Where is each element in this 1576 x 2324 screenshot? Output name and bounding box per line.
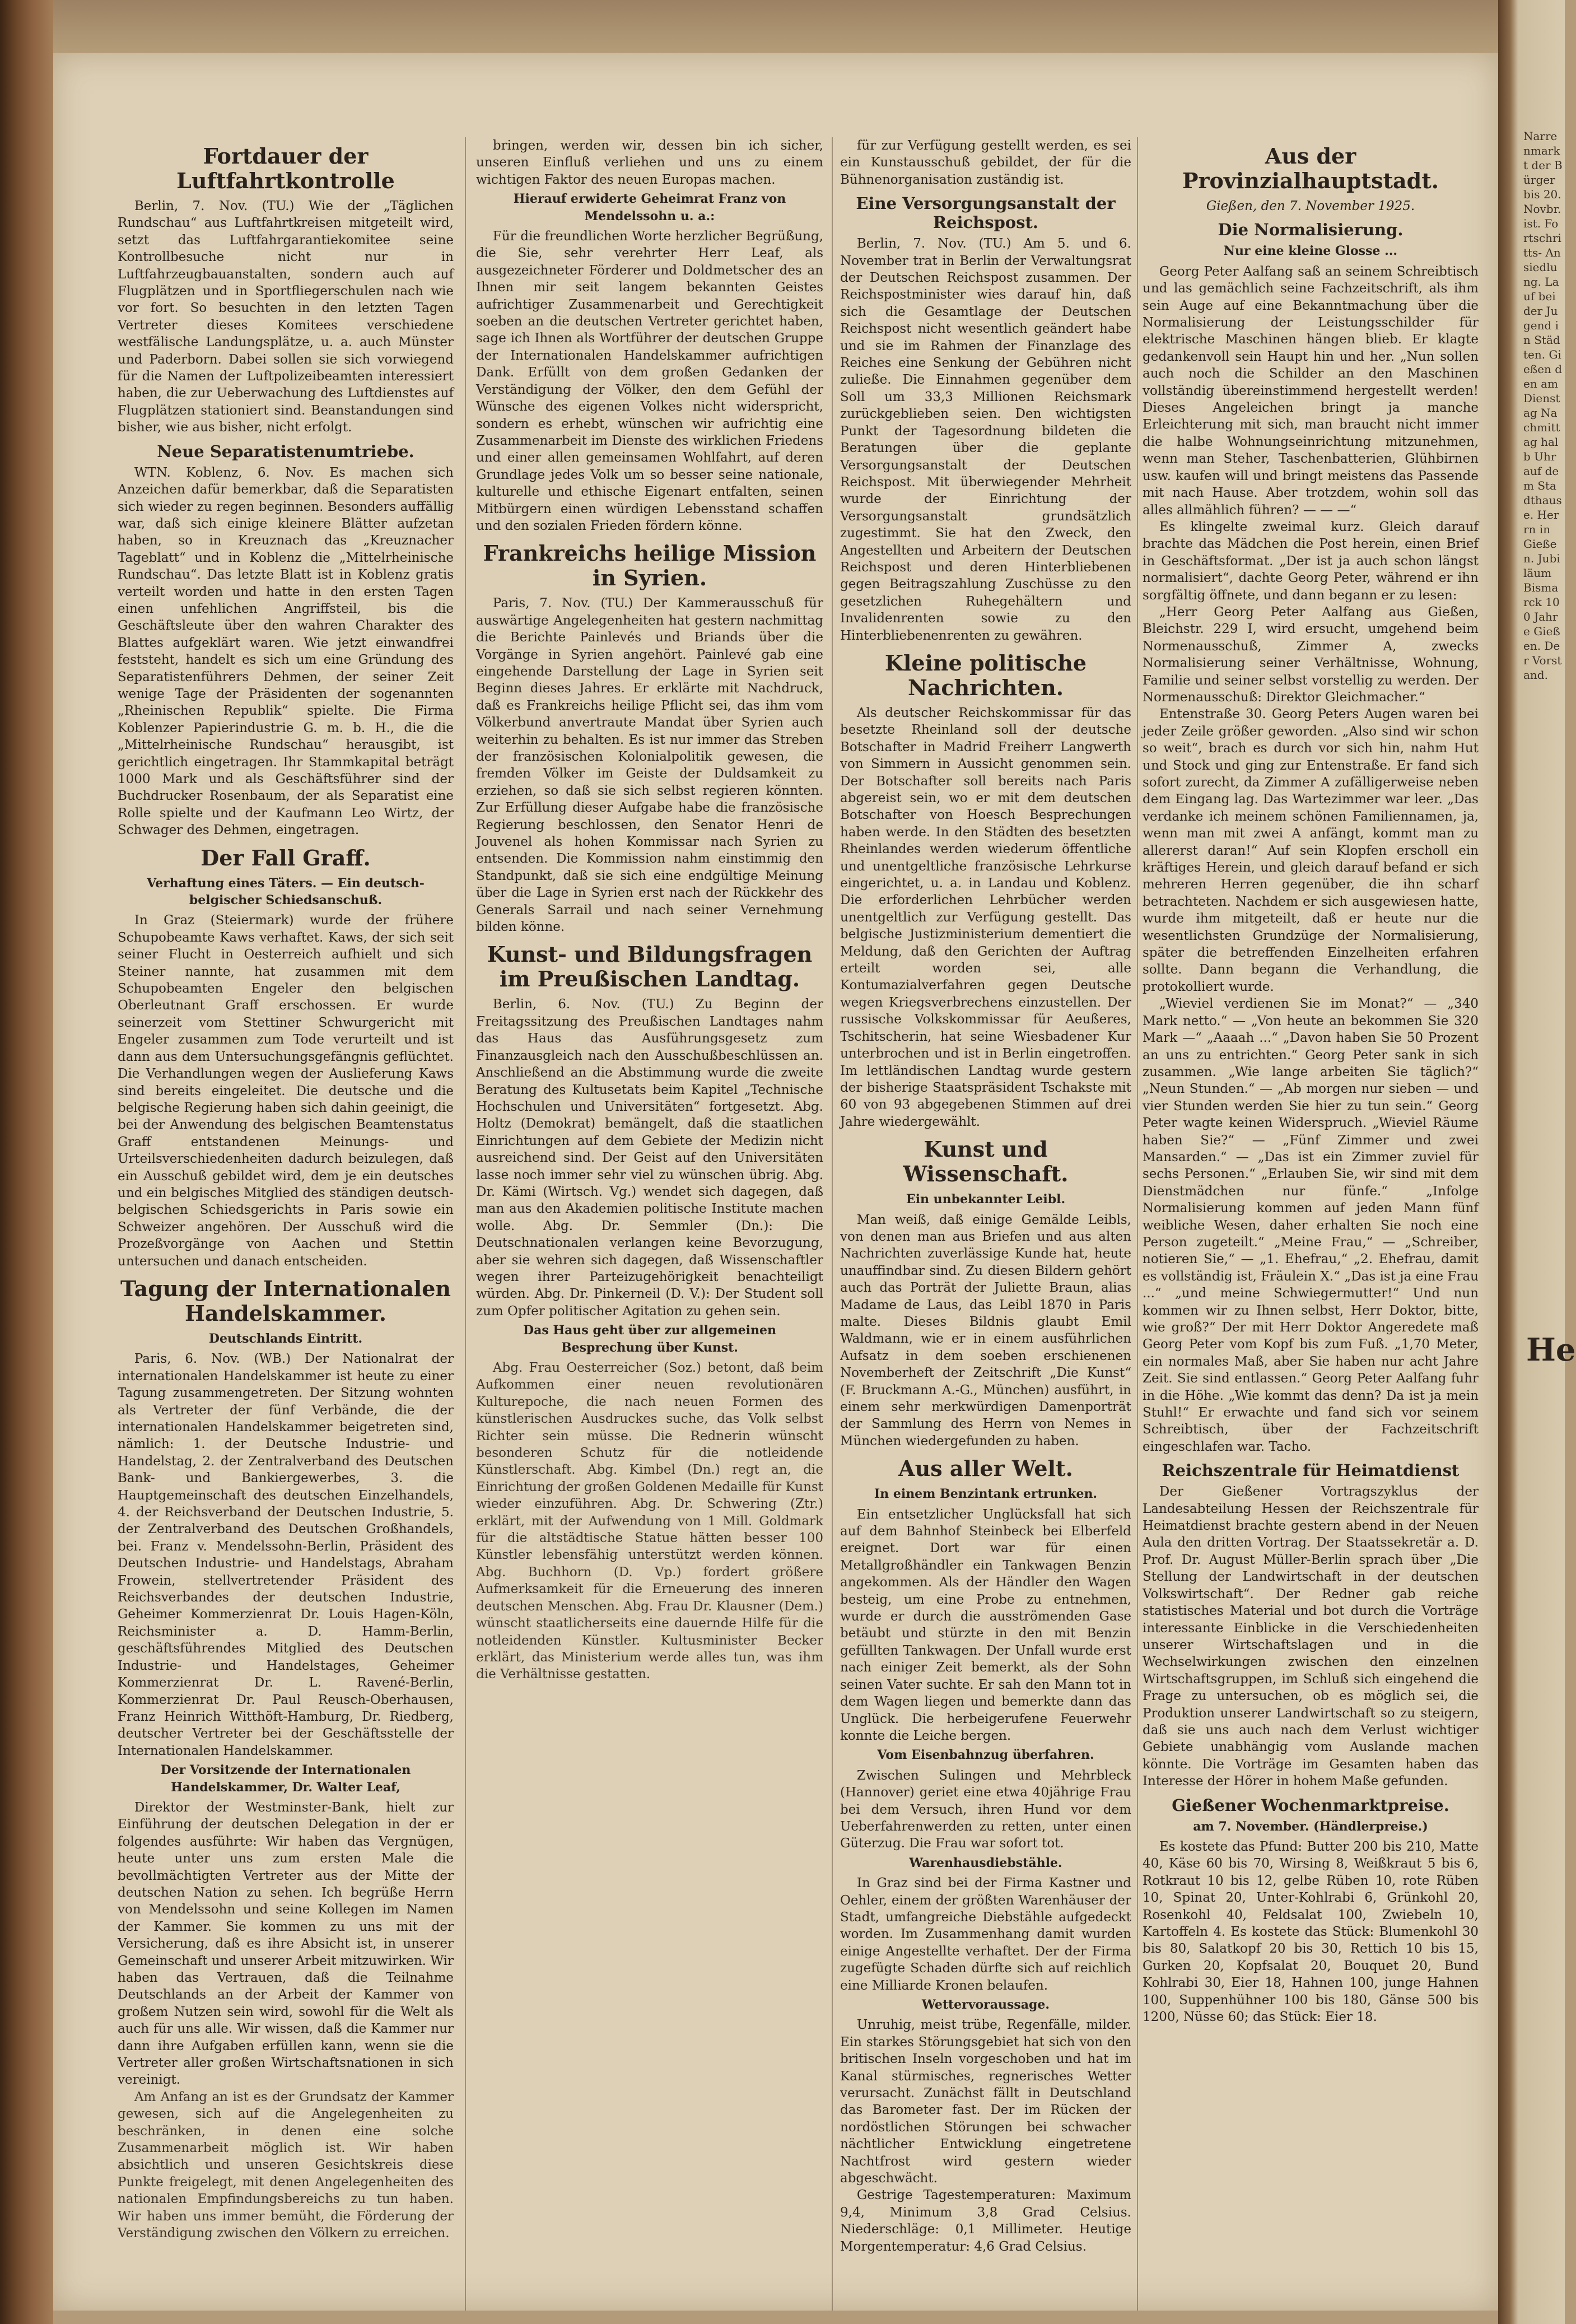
headline-kunst-wissenschaft: Kunst und Wissenschaft. [903, 1137, 1069, 1187]
article-kunst-besprechung: Abg. Frau Oesterreicher (Soz.) betont, daß beim Aufkommen einer neuen revolutionären Kulturepoche, die nach neuen Formen des künstlerischen Ausdruckes suche, das Volk selbst Richter sein müsse. Die Rednerin wünscht besonderen Schutz für die notleidende Künstlerschaft. Abg. Kimbel (Dn.) regt an, die Einrichtung der großen Goldenen Medaille für Kunst wieder einzuführen. Abg. Dr. Schwering (Ztr.) erklärt, mit der Aufwendung von 1 Mill. Goldmark für die altstädtische Statue hätten besser 100 Künstler lebensfähig unterstützt werden können. Abg. Buchhorn (D. Vp.) fordert größere Aufmerksamkeit für die Erneuerung des inneren deutschen Menschen. Abg. Frau Dr. Klausner (Dem.) wünscht staatlicherseits eine dauernde Hilfe für die notleidenden Künstler. Kultusminister Becker erklärt, das Ministerium werde alles tun, was ihm die Verhältnisse gestatten. [476, 1361, 823, 1682]
subheadline-wetter: Wettervoraussage. [921, 1997, 1050, 2012]
headline-heimatdienst: Reichszentrale für Heimatdienst [1162, 1461, 1460, 1480]
subheadline-wochenmarkt: am 7. November. (Händlerpreise.) [1193, 1819, 1428, 1834]
column-rule [832, 137, 833, 2311]
article-leaf: Direktor der Westminster-Bank, hielt zur Einführung der deutschen Delegation in der er folgendes ausführte: Wir haben das Vergnügen, heute unter uns zum ersten Male die bevollmächtigten Vertreter aus der Mitte der deutschen Nation zu sehen. Ich begrüße Herrn von Mendelssohn und seine Kollegen im Namen der Kammer. Sie kommen zu uns mit der Versicherung, daß es ihre Absicht ist, in unserer Gemeinschaft und unserer Arbeit mitzuwirken. Wir haben das Vertrauen, daß die Teilnahme Deutschlands an der Arbeit der Kammer von großem Nutzen sein wird, sowohl für die Welt als auch für uns alle. Wir wissen, daß die Kammer nur dann ihre Aufgaben erfüllen kann, wenn sie die Vertreter aller großen Wirtschaftsnationen in sich vereinigt. [118, 1800, 454, 2088]
article-normalisierung-2: Es klingelte zweimal kurz. Gleich darauf brachte das Mädchen die Post herein, einen Brief in Geschäftsformat. „Der ist ja auch schon längst normalisiert“, dachte Georg Peter, während er ihn sorgfältig öffnete, und dann begann er zu lesen: [1143, 519, 1479, 603]
headline-handelskammer: Tagung der Internationalen Handelskammer. [120, 1275, 451, 1326]
column-1 [118, 137, 454, 2311]
column-rule [465, 137, 466, 2311]
subheadline-benzintank: In einem Benzintank ertrunken. [874, 1487, 1098, 1502]
article-syrien: Paris, 7. Nov. (TU.) Der Kammerausschuß für auswärtige Angelegenheiten hat gestern nachmittag die Berichte Painlevés und Briands über die Vorgänge in Syrien angehört. Painlevé gab eine eingehende Darstellung der Lage in Syrien seit Beginn dieses Jahres. Er erklärte mit Nachdruck, daß es Frankreichs heilige Pflicht sei, das ihm vom Völkerbund anvertraute Mandat über Syrien auch weiterhin zu behalten. Es ist nur immer das Streben der französischen Kolonialpolitik gewesen, die fremden Völker im Geiste der Duldsamkeit zu erziehen, so daß sie sich selbst regieren könnten. Zur Erfüllung dieser Aufgabe habe die französische Regierung beschlossen, den Senator Henri de Jouvenel als hohen Kommissar nach Syrien zu entsenden. Die Kommission nahm einstimmig den Standpunkt, daß sie sich eine endgültige Meinung über die Lage in Syrien erst nach der Rückkehr des Generals Sarrail und nach seiner Vernehmung bilden könne. [476, 596, 823, 935]
article-graff: In Graz (Steiermark) wurde der frühere Schupobeamte Kaws verhaftet. Kaws, der sich seit seiner Flucht in Oesterreich aufhielt und sich Steiner nannte, hat zusammen mit dem Schupobeamten Engeler den belgischen Oberleutnant Graff erschossen. Er wurde seinerzeit vom Stettiner Schwurgericht mit Engeler zusammen zum Tode verurteilt und ist dann aus dem Untersuchungsgefängnis geflüchtet. Die Verhandlungen wegen der Auslieferung Kaws sind bereits eingeleitet. Die deutsche und die belgische Regierung haben sich dahin geeinigt, die bei der Anwendung des belgischen Beamtenstatus Graff entstandenen Meinungs- und Urteilsverschiedenheiten dadurch beizulegen, daß ein Ausschuß gebildet wird, dem je ein deutsches und ein belgisches Mitglied des ständigen deutsch-belgischen Schiedsgerichts in Paris sowie ein Schweizer angehören. Der Ausschuß wird die Prozeßvorgänge von Aachen und Stettin untersuchen und danach entscheiden. [118, 913, 454, 1269]
subheadline-eisenbahn: Vom Eisenbahnzug überfahren. [877, 1748, 1094, 1763]
subheadline-glosse: Nur eine kleine Glosse ... [1223, 244, 1398, 259]
column-4 [1143, 137, 1479, 2311]
article-heimatdienst: Der Gießener Vortragszyklus der Landesabteilung Hessen der Reichszentrale für Heimatdienst brachte gestern abend in der Neuen Aula den dritten Vortrag. Der Staatssekretär a. D. Prof. Dr. August Müller-Berlin sprach über „Die Stellung der Landwirtschaft in der deutschen Volkswirtschaft“. Der Redner gab reiche statistisches Material und bot durch die Vorträge interessante Einblicke in die Verschiedenheiten unserer Wirtschaftslagen und in die Wechselwirkungen zwischen den einzelnen Wirtschaftsgruppen, im Schluß sich eingehend die Frage zu untersuchen, ob es möglich sei, die Produktion unserer Landwirtschaft so zu steigern, daß sie uns auch nach dem Verlust wichtiger Gebiete unabhängig vom Auslande machen könnte. Die Vorträge im Gesamten haben das Interesse der Hörer in hohem Maße gefunden. [1143, 1484, 1479, 1789]
headline-syrien: Frankreichs heilige Mission in Syrien. [483, 541, 817, 591]
article-warenhaus: In Graz sind bei der Firma Kastner und Oehler, einem der größten Warenhäuser der Stadt, umfangreiche Diebstähle aufgedeckt worden. Im Zusammenhang damit wurden einige Angestellte verhaftet. Der der Firma zugefügte Schaden dürfte sich auf reichlich eine Milliarde Kronen belaufen. [840, 1876, 1131, 1993]
headline-kleine-nachrichten: Kleine politische Nachrichten. [884, 650, 1087, 700]
headline-kunst-landtag: Kunst- und Bildungsfragen im Preußischen Landtag. [487, 942, 813, 992]
subheadline-handelskammer: Deutschlands Eintritt. [208, 1331, 363, 1346]
adjacent-page-text: Narrenmarkt der Bürger bis 20. Novbr. ist. Fortschritts- Ansiedlung. Lauf bei der Jugend in Städten. Gießen den am Dienstag Nachmittag halb Uhr auf dem Stadthause. Herrn in Gießen. Jubiläum Bismarck 100 Jahre Gießen. Der Vorstand. [1523, 129, 1563, 682]
subheadline-warenhaus: Warenhausdiebstähle. [909, 1855, 1062, 1870]
headline-normalisierung: Die Normalisierung. [1218, 220, 1404, 240]
headline-wochenmarkt: Gießener Wochenmarktpreise. [1172, 1795, 1449, 1815]
article-eisenbahn: Zwischen Sulingen und Mehrbleck (Hannover) geriet eine etwa 40jährige Frau bei dem Versuch, ihren Hund vor dem Ueberfahrenwerden zu retten, unter einen Güterzug. Die Frau war sofort tot. [840, 1768, 1131, 1851]
article-kunst-landtag: Berlin, 6. Nov. (TU.) Zu Beginn der Freitagssitzung des Preußischen Landtages nahm das Haus das Ausführungsgesetz zum Finanzausgleich nach den Ausschußbeschlüssen an. Anschließend an die Abstimmung wurde die zweite Beratung des Kultusetats beim Kapitel „Technische Hochschulen und Universitäten“ fortgesetzt. Abg. Holtz (Demokrat) bemängelt, daß die staatlichen Einrichtungen auf dem Gebiete der Medizin nicht ausreichend sind. Der Geist auf den Universitäten lasse noch immer sehr viel zu wünschen übrig. Abg. Dr. Kämi (Wirtsch. Vg.) wendet sich dagegen, daß man aus den Akademien politische Institute machen wolle. Abg. Dr. Semmler (Dn.): Die Deutschnationalen verlangen keine Bevorzugung, aber sie wehren sich dagegen, daß Wissenschaftler wegen ihrer Parteizugehörigkeit benachteiligt würden. Abg. Dr. Pinkerneil (D. V.): Der Student soll zum Opfer politischer Agitation zu gehen sein. [476, 997, 823, 1319]
column-2 [476, 137, 823, 2311]
book-binding [0, 0, 53, 2324]
article-leaf-continued: Am Anfang an ist es der Grundsatz der Kammer gewesen, sich auf die Angelegenheiten zu beschränken, in denen eine solche Zusammenarbeit möglich ist. Wir haben absichtlich und unseren Gesichtskreis diese Punkte freigelegt, mit denen Angelegenheiten des nationalen Empfindungsbereichs zu tun haben. Wir haben uns immer bemüht, die Förderung der Verständigung zwischen den Völkern zu erreichen. [118, 2089, 454, 2241]
article-kunst-end: für zur Verfügung gestellt werden, es sei ein Kunstausschuß gebildet, der für die Bühnenorganisation zuständig ist. [840, 138, 1131, 187]
article-normalisierung: Georg Peter Aalfang saß an seinem Schreibtisch und las gemächlich seine Fachzeitschrift, als ihm sein Auge auf eine Bekanntmachung über die Normalisierung der Leistungsschilder für elektrische Maschinen hängen blieb. Er klagte gedankenvoll sein Haupt hin und her. „Nun sollen auch noch die Schilder an den Maschinen vollständig übereinstimmend hergestellt werden! Dieses Angeleichen bringt ja manche Erleichterung mit sich, man braucht nicht immer die halbe Wohnungseinrichtung mitzunehmen, wenn man Steher, Taschenbatterien, Glühbirnen usw. kaufen will und bringt meistens das Passende mit nach Hause. Aber trotzdem, wohin soll das alles allmählich führen? — — —“ [1143, 264, 1479, 518]
article-normalisierung-3: Entenstraße 30. Georg Peters Augen waren bei jeder Zeile größer geworden. „Also sind wir schon so weit“, brach es durch vor sich hin, nahm Hut und Stock und ging zur Entenstraße. Er fand sich sofort zurecht, da Zimmer A zufälligerweise neben dem Eingang lag. Das Wartezimmer war leer. „Das verdanke ich meinem schönen Familiennamen, ja, wenn man mit zwei A anfängt, kommt man zu allererst daran!“ Auf sein Klopfen erscholl ein kräftiges Herein, und gleich darauf befand er sich mehreren Herren gegenüber, die ihn scharf betrachteten. Nachdem er sich ausgewiesen hatte, wurde ihm mitgeteilt, daß er heute nur die wesentlichsten Grundzüge der Normalisierung, später die betreffenden Einzelheiten erfahren sollte. Dann begann die Verhandlung, die protokolliert wurde. [1143, 707, 1479, 994]
article-normalisierung-letter: „Herr Georg Peter Aalfang aus Gießen, Bleichstr. 229 I, wird ersucht, umgehend beim Normenausschuß, Zimmer A, zwecks Normalisierung seiner Verhältnisse, Wohnung, Familie und seiner selbst vorstellig zu werden. Der Normenausschuß: Direktor Gleichmacher.“ [1143, 604, 1479, 705]
article-mendelssohn: Für die freundlichen Worte herzlicher Begrüßung, die Sie, sehr verehrter Herr Leaf, als ausgezeichneter Förderer und Doldmetscher des an Ihnen mir seit langem bekannten Geistes aufrichtiger Zusammenarbeit und Gerechtigkeit soeben an die deutschen Vertreter gerichtet haben, sage ich Ihnen als Wortführer der deutschen Gruppe der Internationalen Handelskammer aufrichtigen Dank. Erfüllt von dem großen Gedanken der Verständigung der Völker, den dem Gefühl der Wünsche des eigenen Volkes nicht widerspricht, sondern es erhebt, wünschen wir aufrichtig eine Zusammenarbeit im Dienste des wirklichen Friedens und einer allen gemeinsamen Wohlfahrt, auf deren Grundlage jedes Volk um so besser seine nationale, kulturelle und ethische Eigenart entfalten, seinen Mitbürgern einen würdigen Lebensstand schaffen und den sozialen Frieden fördern könne. [476, 229, 823, 533]
article-leibl: Man weiß, daß einige Gemälde Leibls, von denen man aus Briefen und aus alten Nachrichten zuverlässige Kunde hat, heute unauffindbar sind. Zu diesen Bildern gehört auch das Porträt der Juliette Braun, alias Madame de Laus, das Leibl 1870 in Paris malte. Dieses Bildnis glaubt Emil Waldmann, wie er in einem ausführlichen Aufsatz in dem soeben erschienenen Novemberheft der Zeitschrift „Die Kunst“ (F. Bruckmann A.-G., München) ausführt, in einem sehr merkwürdigen Damenporträt der Sammlung des Herrn von Nemes in München wiedergefunden zu haben. [840, 1212, 1131, 1449]
adjacent-page-headline: He [1526, 1331, 1576, 1368]
subheadline-kunst-besprechung: Das Haus geht über zur allgemeinen Besprechung über Kunst. [523, 1323, 776, 1355]
article-leaf-end: bringen, werden wir, dessen bin ich sicher, unseren Einfluß verliehen und uns zu einem wichtigen Faktor des neuen Europas machen. [476, 138, 823, 187]
article-benzintank: Ein entsetzlicher Unglücksfall hat sich auf dem Bahnhof Steinbeck bei Elberfeld ereignet. Dort war für einen Metallgroßhändler ein Tankwagen Benzin angekommen. Als der Händler den Wagen besteig, um eine Probe zu entnehmen, wurde er durch die ausströmenden Gase betäubt und stürzte in den mit Benzin gefüllten Tankwagen. Der Unfall wurde erst nach einiger Zeit bemerkt, als der Sohn seinen Vater suchte. Er sah den Mann tot in dem Wagen liegen und bemerkte dann das Unglück. Die herbeigerufene Feuerwehr konnte die Leiche bergen. [840, 1507, 1131, 1743]
headline-separatisten: Neue Separatistenumtriebe. [157, 441, 414, 461]
dateline-giessen: Gießen, den 7. November 1925. [1206, 199, 1415, 213]
subheadline-leaf: Der Vorsitzende der Internationalen Handelskammer, Dr. Walter Leaf, [160, 1763, 411, 1795]
subheadline-mendelssohn: Hierauf erwiderte Geheimrat Franz von Mendelssohn u. a.: [513, 192, 786, 223]
headline-luftfahrt: Fortdauer der Luftfahrtkontrolle [176, 143, 395, 193]
article-handelskammer: Paris, 6. Nov. (WB.) Der Nationalrat der internationalen Handelskammer ist heute zu einer Tagung zusammengetreten. Der Sitzung wohnten als Vertreter der fünf Verbände, die der internationalen Handelskammer beigetreten sind, nämlich: 1. der Deutsche Industrie- und Handelstag, 2. der Zentralverband des Deutschen Bank- und Bankiergewerbes, 3. die Hauptgemeinschaft des deutschen Einzelhandels, 4. der Reichsverband der Deutschen Industrie, 5. der Zentralverband des Deutschen Großhandels, bei. Franz v. Mendelssohn-Berlin, Präsident des Deutschen Industrie- und Handelstags, Abraham Frowein, stellvertretender Präsident des Reichsverbandes der deutschen Industrie, Geheimer Kommerzienrat Dr. Louis Hagen-Köln, Reichsminister a. D. Hamm-Berlin, geschäftsführendes Mitglied des Deutschen Industrie- und Handelstages, Geheimer Kommerzienrat Dr. L. Ravené-Berlin, Kommerzienrat Dr. Paul Reusch-Oberhausen, Franz Heinrich Witthöft-Hamburg, Dr. Riedberg, deutscher Vertreter bei der Geschäftsstelle der Internationalen Handelskammer. [118, 1352, 454, 1758]
article-wetter: Unruhig, meist trübe, Regenfälle, milder. Ein starkes Störungsgebiet hat sich von den britischen Inseln vorgeschoben und hat im Kanal stürmisches, regnerisches Wetter verursacht. Zunächst fällt in Deutschland das Barometer fast. Der im Rücken der nordöstlichen Störungen bei schwacher nächtlicher Entwicklung eingetretene Nachtfrost wird gestern wieder abgeschwächt. [840, 2018, 1131, 2186]
column-3 [840, 137, 1131, 2311]
article-temperaturen: Gestrige Tagestemperaturen: Maximum 9,4, Minimum 3,8 Grad Celsius. Niederschläge: 0,1 Millimeter. Heutige Morgentemperatur: 4,6 Grad Celsius. [840, 2188, 1131, 2254]
article-luftfahrt: Berlin, 7. Nov. (TU.) Wie der „Täglichen Rundschau“ aus Luftfahrtkreisen mitgeteilt wird, setzt das Luftfahrgarantiekomitee seine Kontrollbesuche nicht nur in Luftfahrzeugbauanstalten, sondern auch auf Flugplätzen und in Sportfliegerschulen nach wie vor fort. So besuchten in den letzten Tagen Vertreter dieses Komitees verschiedene westfälische Landungsplätze, u. a. auch Münster und Paderborn. Dabei sollen sie sich vorwiegend für die Namen der Luftpolizeibeamten interessiert haben, die zur Ueberwachung des Luftdienstes auf Flugplätzen stationiert sind. Beanstandungen sind bisher, wie aus bisher, nicht erfolgt. [118, 199, 454, 435]
column-rule [1137, 137, 1138, 2311]
headline-aus-aller-welt: Aus aller Welt. [898, 1456, 1073, 1482]
subheadline-graff: Verhaftung eines Täters. — Ein deutsch-belgischer Schiedsanschuß. [147, 875, 425, 908]
article-kleine-nachrichten: Als deutscher Reichskommissar für das besetzte Rheinland soll der deutsche Botschafter in Madrid Freiherr Langwerth von Simmern in Aussicht genommen sein. Der Botschafter soll bereits nach Paris abgereist sein, wo er mit dem deutschen Botschafter von Hoesch Besprechungen haben werde. In den Städten des besetzten Rheinlandes werden wiederum öffentliche und unentgeltliche französische Lehrkurse eingerichtet, u. a. in Landau und Koblenz. Die erforderlichen Lehrbücher werden unentgeltlich zur Verfügung gestellt. Das belgische Justizministerium dementiert die Meldung, daß den Gerichten der Auftrag erteilt worden sei, alle Kontumazialverfahren gegen Deutsche wegen Kriegsverbrechens einzustellen. Der russische Volkskommissar für Aeußeres, Tschitscherin, hat seine Wiesbadener Kur unterbrochen und ist in Berlin eingetroffen. Im lettländischen Landtag wurde gestern der bisherige Staatspräsident Tschakste mit 60 von 93 abgegebenen Stimmen auf drei Jahre wiedergewählt. [840, 705, 1131, 1129]
subheadline-leibl: Ein unbekannter Leibl. [906, 1192, 1066, 1207]
headline-graff: Der Fall Graff. [201, 845, 371, 870]
headline-reichspost: Eine Versorgungsanstalt der Reichspost. [856, 194, 1116, 232]
article-normalisierung-dialog: „Wieviel verdienen Sie im Monat?“ — „340 Mark netto.“ — „Von heute an bekommen Sie 320 Mark —“ „Aaaah ...“ „Davon haben Sie 50 Prozent an uns zu entrichten.“ Georg Peter sank in sich zusammen. „Wie lange arbeiten Sie täglich?“ „Neun Stunden.“ — „Ab morgen nur sieben — und vier Stunden werden Sie hier zu tun sein.“ Georg Peter wagte keinen Widerspruch. „Wieviel Räume haben Sie?“ — „Fünf Zimmer und zwei Mansarden.“ — „Das ist ein Zimmer zuviel für sechs Personen.“ „Erlauben Sie, wir sind mit dem Dienstmädchen nur fünfe.“ „Infolge Normalisierung kommen auf jeden Mann fünf weibliche Wesen, daher erhalten Sie noch eine Person zugeteilt.“ „Meine Frau,“ — „Schreiber, notieren Sie,“ — „1. Ehefrau,“ „2. Ehefrau, damit es vollständig ist, Fräulein X.“ „Das ist ja eine Frau ...“ „und meine Schwiegermutter!“ Und nun kommen wir zu Ihnen selbst, Herr Doktor, bitte, wie groß?“ Der mit Herr Doktor Angeredete maß Georg Peter vom Kopf bis zum Fuß. „1,70 Meter, ein normales Maß, aber Sie haben nur acht Jahre Zeit. Sie sind entlassen.“ Georg Peter Aalfang fuhr in die Höhe. „Wie kommt das denn? Da ist ja mein Stuhl!“ Er erwachte und fand sich vor seinem Schreibtisch, über der Fachzeitschrift eingeschlafen war. Tacho. [1143, 996, 1479, 1454]
article-wochenmarkt: Es kostete das Pfund: Butter 200 bis 210, Matte 40, Käse 60 bis 70, Wirsing 8, Weißkraut 5 bis 6, Rotkraut 10 bis 12, gelbe Rüben 10, rote Rüben 10, Spinat 20, Unter-Kohlrabi 6, Grünkohl 20, Rosenkohl 40, Feldsalat 100, Zwiebeln 10, Kartoffeln 4. Es kostete das Stück: Blumenkohl 30 bis 80, Salatkopf 20 bis 30, Rettich 10 bis 15, Gurken 20, Kopfsalat 20, Bouquet 20, Bund Kohlrabi 30, Eier 18, Hahnen 100, junge Hahnen 100, Suppenhühner 100 bis 180, Gänse 500 bis 1200, Nüsse 60; das Stück: Eier 18. [1143, 1839, 1479, 2025]
article-separatisten: WTN. Koblenz, 6. Nov. Es machen sich Anzeichen dafür bemerkbar, daß die Separatisten sich wieder zu regen beginnen. Besonders auffällig war, daß sich einige kleinere Blätter aufzetan haben, so in Kreuznach das „Kreuznacher Tageblatt“ und in Koblenz die „Mittelrheinische Rundschau“. Das letzte Blatt ist in Koblenz gratis verteilt worden und hatte in den ersten Tagen einen unfehlichen Angriffsteil, bis die Geschäftsleute über den wahren Charakter des Blattes aufgeklärt waren. Wie jetzt einwandfrei feststeht, handelt es sich um eine Gründung des Separatistenführers Dehmen, der seiner Zeit wenige Tage der Präsidenten der sogenannten „Rheinischen Republik“ spielte. Die Firma Koblenzer Papierindustrie G. m. b. H., die die „Mittelrheinische Rundschau“ herausgibt, ist gerichtlich eingetragen. Ihr Stammkapital beträgt 1000 Mark und als Geschäftsführer sind der Buchdrucker Rosenbaum, der als Separatist eine Rolle spielte und der Kaufmann Leo Wirtz, der Schwager des Dehmen, eingetragen. [118, 465, 454, 838]
page-top-shadow [53, 0, 1498, 53]
headline-provinzialhauptstadt: Aus der Provinzialhauptstadt. [1182, 143, 1439, 193]
article-reichspost: Berlin, 7. Nov. (TU.) Am 5. und 6. November trat in Berlin der Verwaltungsrat der Deutschen Reichspost zusammen. Der Reichspostminister wies darauf hin, daß sich die Gesamtlage der Deutschen Reichspost nicht wesentlich geändert habe und sie im Rahmen der Finanzlage des Reiches eine Senkung der Gebühren nicht zuließe. Die Einnahmen gegenüber dem Soll um 33,3 Millionen Reichsmark zurückgeblieben seien. Den wichtigsten Punkt der Tagesordnung bildeten die Beratungen über die geplante Versorgungsanstalt der Deutschen Reichspost. Mit überwiegender Mehrheit wurde der Einrichtung der Versorgungsanstalt grundsätzlich zugestimmt. Sie hat den Zweck, den Angestellten und Arbeitern der Deutschen Reichspost und deren Hinterbliebenen gegen Beitragszahlung Zuschüsse zu den gesetzlichen Ruhegehältern und Invalidenrenten sowie zu den Hinterbliebenenrenten zu gewähren. [840, 236, 1131, 643]
